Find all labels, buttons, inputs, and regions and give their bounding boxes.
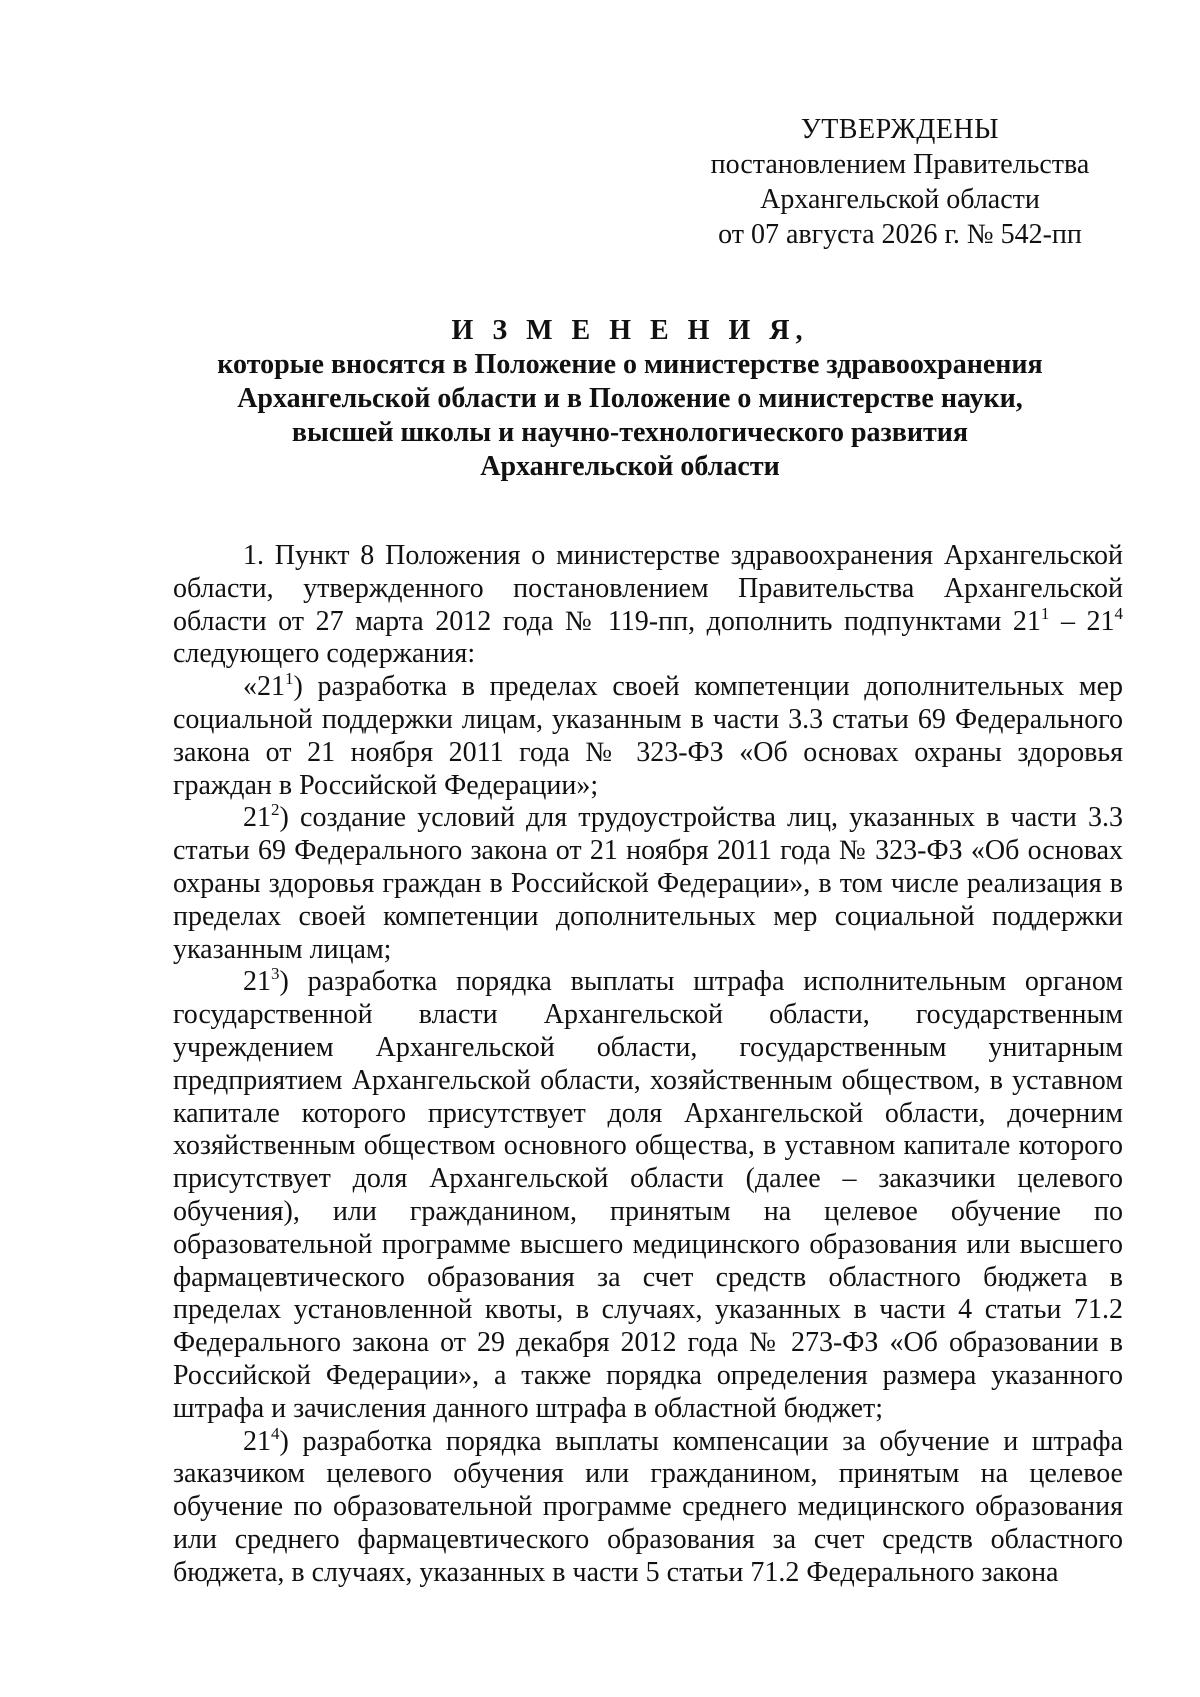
approval-title: УТВЕРЖДЕНЫ (800, 114, 1000, 145)
document-body (173, 540, 1123, 1590)
subpoint-21-1 (173, 671, 1123, 802)
subpoint-21-4-sup: 4 (271, 1423, 280, 1443)
subpoint-21-3 (173, 966, 1123, 1425)
subpoint-21-1-sup: 1 (285, 669, 294, 689)
subpoint-21-2-text: ) создание условий для трудоустройства лиц, указанных в части 3.3 статьи 69 Федерального закона от 21 ноября 2011 года № 323-ФЗ «Об основах охраны здоровья граждан в Российской Федерации», в том числе реализация в пределах своей компетенции дополнительных мер социальной поддержки указанным лицам; (173, 802, 1123, 965)
document-title: И З М Е Н Е Н И Я, (451, 315, 809, 346)
subpoint-21-2 (173, 802, 1123, 966)
heading-line-3: высшей школы и научно-технологического развития (291, 417, 969, 448)
superscript-1: 1 (1040, 603, 1050, 623)
paragraph-1-mid: – 21 (1049, 605, 1115, 637)
subpoint-21-4-text: ) разработка порядка выплаты компенсации за обучение и штрафа заказчиком целевого обучения или гражданином, принятым на целевое обучение по образовательной программе среднего медицинского образования или среднего фармацевтического образования за счет средств областного бюджета, в случаях, указанных в части 5 статьи 71.2 Федерального закона (173, 1425, 1123, 1588)
subpoint-21-4-prefix: 21 (243, 1425, 271, 1457)
subpoint-21-3-prefix: 21 (243, 966, 271, 998)
paragraph-1 (173, 540, 1123, 671)
paragraph-1-tail: следующего содержания: (173, 638, 476, 670)
heading-line-2: Архангельской области и в Положение о министерстве науки, (237, 383, 1023, 414)
approval-line-3: от 07 августа 2026 г. № 542-пп (718, 219, 1082, 250)
subpoint-21-3-text: ) разработка порядка выплаты штрафа исполнительным органом государственной власти Архангельской области, государственным учреждением Архангельской области, государственным унитарным предприятием Архангельской области, хозяйственным обществом, в уставном капитале которого присутствует доля Архангельской области, дочерним хозяйственным обществом основного общества, в уставном капитале которого присутствует доля Архангельской области (далее – заказчики целевого обучения), или гражданином, принятым на целевое обучение по образовательной программе высшего медицинского образования или высшего фармацевтического образования за счет средств областного бюджета в пределах установленной квоты, в случаях, указанных в части 4 статьи 71.2 Федерального закона от 29 декабря 2012 года № 273-ФЗ «Об образовании в Российской Федерации», а также порядка определения размера указанного штрафа и зачисления данного штрафа в областной бюджет; (173, 966, 1123, 1424)
approval-stamp (700, 112, 1100, 252)
heading-line-1: которые вносятся в Положение о министерстве здравоохранения (217, 349, 1043, 380)
subpoint-21-4 (173, 1423, 1123, 1590)
paragraph-1-text: 1. Пункт 8 Положения о министерстве здравоохранения Архангельской области, утвержденного постановлением Правительства Архангельской области от 27 марта 2012 года № 119-пп, дополнить подпунктами 21 (173, 540, 1123, 637)
superscript-4: 4 (1114, 603, 1124, 623)
subpoint-21-2-sup: 2 (271, 800, 280, 820)
approval-line-2: Архангельской области (760, 184, 1040, 215)
heading-line-4: Архангельской области (480, 451, 780, 482)
subpoint-21-2-prefix: 21 (243, 802, 271, 834)
document-heading (180, 314, 1080, 484)
subpoint-21-1-prefix: «21 (243, 671, 285, 703)
subpoint-21-1-text: ) разработка в пределах своей компетенции дополнительных мер социальной поддержки лицам, указанным в части 3.3 статьи 69 Федерального закона от 21 ноября 2011 года № 323-ФЗ «Об основах охраны здоровья граждан в Российской Федерации»; (173, 671, 1123, 801)
subpoint-21-3-sup: 3 (271, 964, 280, 984)
approval-line-1: постановлением Правительства (710, 149, 1090, 180)
